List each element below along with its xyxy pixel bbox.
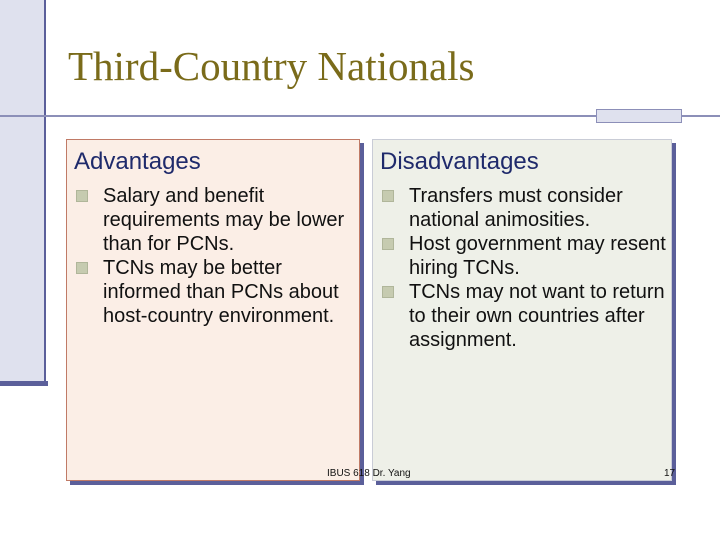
bullet-text: Transfers must consider national animosities. <box>409 185 623 231</box>
advantages-list <box>73 184 358 328</box>
disadvantages-list <box>379 184 671 352</box>
footer-course-label: IBUS 618 Dr. Yang <box>327 468 411 479</box>
bullet-text: Host government may resent hiring TCNs. <box>409 233 666 279</box>
disadvantages-heading: Disadvantages <box>380 148 539 175</box>
square-bullet-icon <box>76 262 88 274</box>
bullet-text: TCNs may not want to return to their own countries after assignment. <box>409 281 665 351</box>
slide-title: Third-Country Nationals <box>68 43 475 89</box>
list-item <box>379 184 671 232</box>
bullet-text: TCNs may be better informed than PCNs about host-country environment. <box>103 257 339 327</box>
square-bullet-icon <box>382 190 394 202</box>
list-item <box>379 232 671 280</box>
left-bar-bottom-edge <box>0 381 48 386</box>
advantages-panel <box>66 139 360 481</box>
list-item <box>73 184 358 256</box>
left-decorative-bar <box>0 0 46 385</box>
square-bullet-icon <box>382 238 394 250</box>
bullet-text: Salary and benefit requirements may be lower than for PCNs. <box>103 185 345 255</box>
disadvantages-panel <box>372 139 672 481</box>
list-item <box>73 256 358 328</box>
advantages-heading: Advantages <box>74 148 201 175</box>
divider-accent-box <box>596 109 682 123</box>
slide-number: 17 <box>664 468 676 479</box>
list-item <box>379 280 671 352</box>
square-bullet-icon <box>76 190 88 202</box>
square-bullet-icon <box>382 286 394 298</box>
